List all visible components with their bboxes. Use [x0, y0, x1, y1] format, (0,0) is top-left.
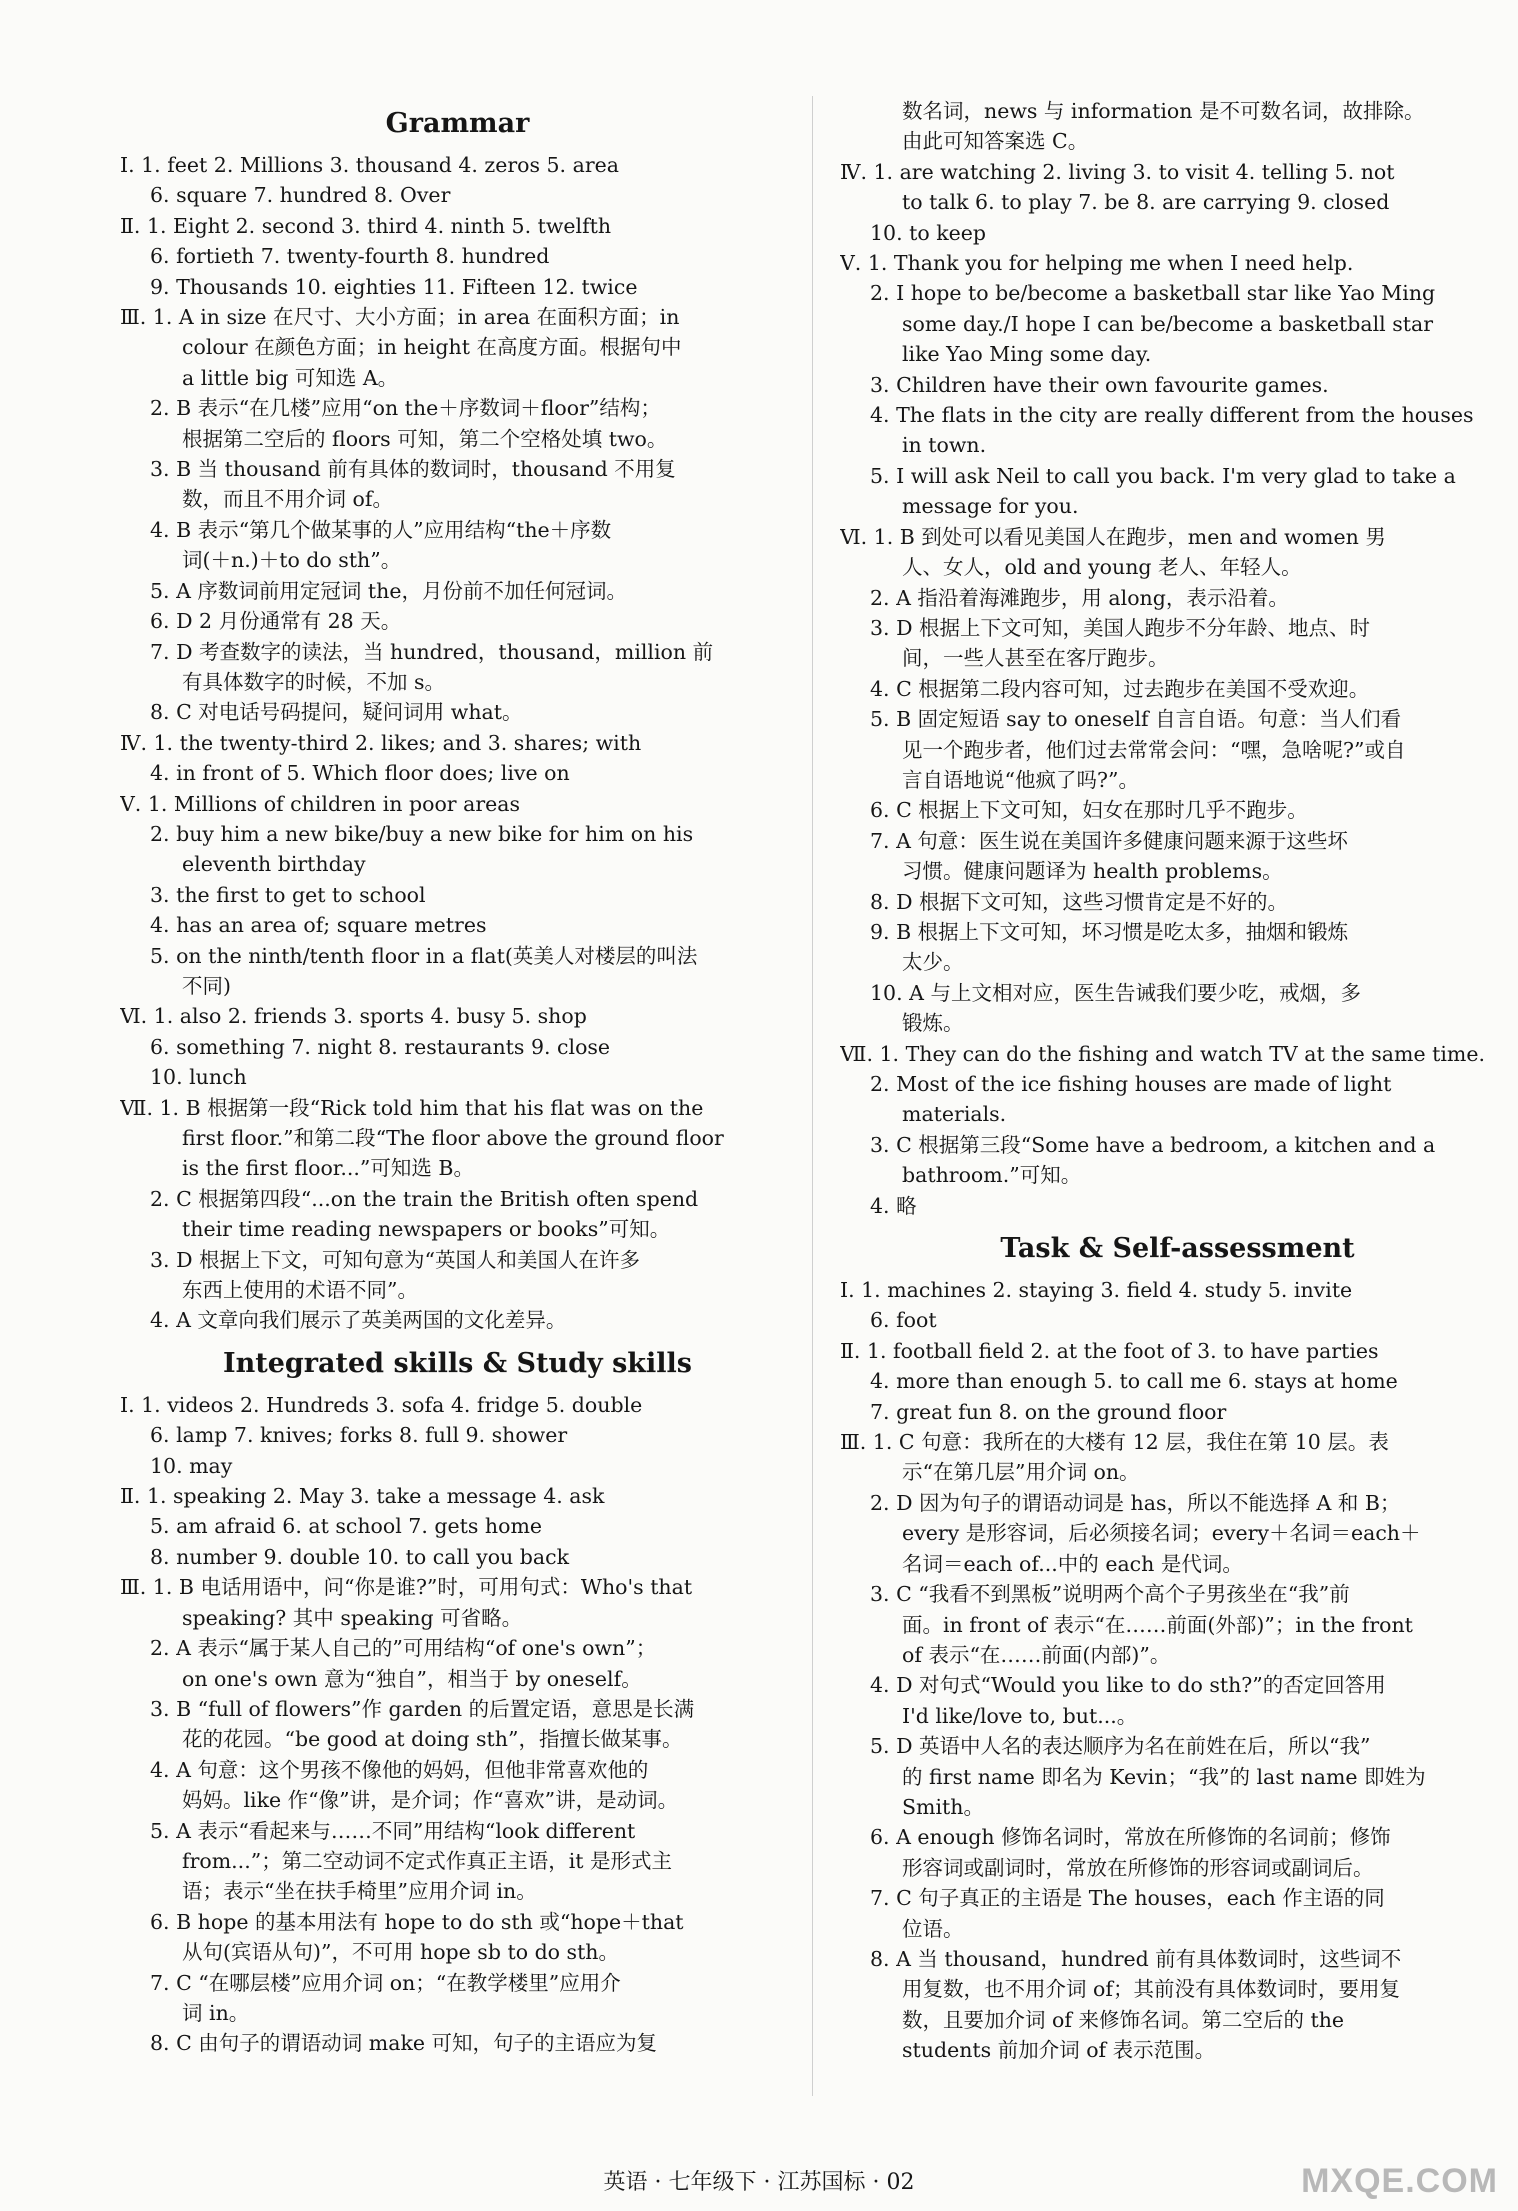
answer-line: Ⅴ. 1. Millions of children in poor areas: [120, 791, 521, 816]
answer-line: 2. B 表示“在几楼”应用“on the＋序数词＋floor”结构；: [150, 396, 661, 421]
answer-line: 太少。: [902, 950, 964, 975]
answer-line: 名词＝each of...中的 each 是代词。: [902, 1551, 1243, 1576]
answer-line: 4. C 根据第二段内容可知，过去跑步在美国不受欢迎。: [870, 676, 1370, 701]
answer-line: 5. A 表示“看起来与……不同”用结构“look different: [150, 1818, 636, 1843]
left-column: [120, 96, 795, 2059]
answer-line: some day./I hope I can be/become a basketball star: [902, 311, 1434, 336]
answer-line: 7. great fun 8. on the ground floor: [870, 1399, 1227, 1424]
answer-line: Ⅲ. 1. B 电话用语中，问“你是谁?”时，可用句式：Who's that: [120, 1575, 693, 1600]
answer-line: 10. A 与上文相对应，医生告诫我们要少吃，戒烟，多: [870, 980, 1361, 1005]
section-title-integrated: Integrated skills & Study skills: [223, 1347, 692, 1379]
answer-line: 7. C “在哪层楼”应用介词 on；“在教学楼里”应用介: [150, 1970, 621, 1995]
answer-line: Ⅰ. 1. videos 2. Hundreds 3. sofa 4. fridge 5. double: [120, 1392, 643, 1417]
answer-line: is the first floor...”可知选 B。: [182, 1156, 474, 1181]
answer-line: Smith。: [902, 1794, 984, 1819]
answer-line: 3. D 根据上下文，可知句意为“英国人和美国人在许多: [150, 1247, 641, 1272]
answer-line: colour 在颜色方面；in height 在高度方面。根据句中: [182, 335, 682, 360]
answer-line: 5. A 序数词前用定冠词 the，月份前不加任何冠词。: [150, 578, 627, 603]
answer-line: 从句(宾语从句)”，不可用 hope sb to do sth。: [182, 1940, 620, 1965]
answer-line: 位语。: [902, 1916, 964, 1941]
answer-line: 由此可知答案选 C。: [902, 129, 1089, 154]
answer-line: 4. more than enough 5. to call me 6. stays at home: [870, 1369, 1398, 1394]
answer-line: 示“在第几层”用介词 on。: [902, 1460, 1140, 1485]
answer-line: 根据第二空后的 floors 可知，第二个空格处填 two。: [182, 426, 668, 451]
answer-line: from...”；第二空动词不定式作真正主语，it 是形式主: [182, 1848, 673, 1873]
answer-line: first floor.”和第二段“The floor above the ground floor: [182, 1126, 724, 1150]
answer-line: 5. am afraid 6. at school 7. gets home: [150, 1514, 543, 1539]
answer-line: 8. C 由句子的谓语动词 make 可知，句子的主语应为复: [150, 2031, 658, 2056]
answer-line: Ⅳ. 1. are watching 2. living 3. to visit 4. telling 5. not: [840, 159, 1395, 184]
answer-line: 2. A 表示“属于某人自己的”可用结构“of one's own”；: [150, 1636, 657, 1661]
answer-line: 见一个跑步者，他们过去常常会问：“嘿，急啥呢?”或自: [902, 737, 1406, 762]
answer-line: 妈妈。like 作“像”讲，是介词；作“喜欢”讲，是动词。: [182, 1788, 679, 1813]
answer-line: students 前加介词 of 表示范围。: [902, 2038, 1216, 2063]
answer-line: 6. fortieth 7. twenty-fourth 8. hundred: [150, 244, 550, 269]
answer-line: 词 in。: [182, 2000, 250, 2025]
right-column: [840, 96, 1515, 2066]
answer-line: 6. B hope 的基本用法有 hope to do sth 或“hope＋that: [150, 1909, 684, 1934]
answer-line: Ⅴ. 1. Thank you for helping me when I need help.: [840, 251, 1354, 276]
answer-line: 4. has an area of; square metres: [150, 913, 487, 938]
continued-answers: [840, 96, 1515, 1221]
answer-line: of 表示“在……前面(内部)”。: [902, 1642, 1171, 1667]
answer-line: Ⅳ. 1. the twenty-third 2. likes; and 3. shares; with: [120, 730, 642, 755]
answer-line: 4. in front of 5. Which floor does; live on: [150, 761, 570, 786]
answer-line: 6. A enough 修饰名词时，常放在所修饰的名词前；修饰: [870, 1825, 1391, 1850]
answer-line: 9. B 根据上下文可知，坏习惯是吃太多，抽烟和锻炼: [870, 919, 1349, 944]
answer-line: 6. foot: [870, 1308, 937, 1333]
answer-line: Ⅲ. 1. C 句意：我所在的大楼有 12 层，我住在第 10 层。表: [840, 1430, 1389, 1455]
watermark-logo: MXQE.COM: [1301, 2162, 1498, 2200]
answer-line: 语；表示“坐在扶手椅里”应用介词 in。: [182, 1879, 537, 1904]
answer-line: Ⅰ. 1. feet 2. Millions 3. thousand 4. zeros 5. area: [120, 153, 619, 177]
answer-line: 言自语地说“他疯了吗?”。: [902, 767, 1139, 792]
answer-line: 间，一些人甚至在客厅跑步。: [902, 646, 1169, 671]
answer-line: 4. 略: [870, 1193, 917, 1218]
answer-line: 8. D 根据下文可知，这些习惯肯定是不好的。: [870, 889, 1289, 914]
answer-line: 3. D 根据上下文可知，美国人跑步不分年龄、地点、时: [870, 615, 1371, 640]
answer-line: Ⅵ. 1. B 到处可以看见美国人在跑步，men and women 男: [840, 524, 1386, 549]
answer-line: 3. Children have their own favourite games.: [870, 372, 1329, 397]
answer-line: every 是形容词，后必须接名词；every＋名词＝each＋: [902, 1521, 1421, 1546]
answer-line: 5. B 固定短语 say to oneself 自言自语。句意：当人们看: [870, 707, 1402, 732]
answer-line: 9. Thousands 10. eighties 11. Fifteen 12. twice: [150, 274, 638, 299]
answer-line: Ⅵ. 1. also 2. friends 3. sports 4. busy 5. shop: [120, 1004, 587, 1029]
answer-line: 数，而且不用介词 of。: [182, 487, 393, 512]
answer-line: 5. D 英语中人名的表达顺序为名在前姓在后，所以“我”: [870, 1734, 1371, 1759]
answer-line: 6. lamp 7. knives; forks 8. full 9. shower: [150, 1423, 568, 1448]
answer-line: 5. on the ninth/tenth floor in a flat(英美人对楼层的叫法: [150, 943, 698, 968]
answer-line: 形容词或副词时，常放在所修饰的形容词或副词后。: [902, 1855, 1374, 1880]
page-footer: 英语 · 七年级下 · 江苏国标 · 02: [603, 2170, 915, 2195]
answer-line: 10. to keep: [870, 220, 987, 245]
answer-line: Ⅱ. 1. speaking 2. May 3. take a message 4. ask: [120, 1484, 605, 1509]
answer-line: 8. C 对电话号码提问，疑问词用 what。: [150, 700, 523, 725]
answer-line: 2. buy him a new bike/buy a new bike for him on his: [150, 821, 694, 846]
answer-line: 3. the first to get to school: [150, 882, 426, 907]
answer-line: 6. something 7. night 8. restaurants 9. close: [150, 1034, 611, 1059]
answer-line: materials.: [902, 1102, 1007, 1127]
answer-line: 4. A 句意：这个男孩不像他的妈妈，但他非常喜欢他的: [150, 1757, 649, 1782]
answer-line: 2. C 根据第四段“...on the train the British often spend: [150, 1186, 699, 1211]
answer-line: 6. square 7. hundred 8. Over: [150, 183, 451, 208]
answer-line: on one's own 意为“独自”，相当于 by oneself。: [182, 1666, 642, 1691]
answer-line: their time reading newspapers or books”可知。: [182, 1217, 671, 1242]
answer-line: 不同): [182, 973, 231, 998]
answer-line: 10. lunch: [150, 1065, 247, 1090]
answer-line: 7. C 句子真正的主语是 The houses，each 作主语的同: [870, 1886, 1385, 1911]
answer-line: 面。in front of 表示“在……前面(外部)”；in the front: [902, 1612, 1413, 1637]
column-divider: [812, 96, 813, 2096]
answer-line: 花的花园。“be good at doing sth”，指擅长做某事。: [182, 1727, 683, 1752]
answer-line: 数名词，news 与 information 是不可数名词，故排除。: [902, 99, 1425, 123]
answer-line: Ⅱ. 1. Eight 2. second 3. third 4. ninth 5. twelfth: [120, 213, 612, 238]
answer-line: 2. D 因为句子的谓语动词是 has，所以不能选择 A 和 B；: [870, 1490, 1401, 1515]
task-answers: [840, 1275, 1515, 2066]
answer-line: 锻炼。: [902, 1011, 964, 1036]
answer-line: eleventh birthday: [182, 852, 366, 877]
answer-line: message for you.: [902, 494, 1079, 519]
answer-line: bathroom.”可知。: [902, 1163, 1082, 1188]
answer-line: speaking? 其中 speaking 可省略。: [182, 1605, 523, 1630]
answer-line: 6. D 2 月份通常有 28 天。: [150, 609, 402, 634]
answer-line: 2. Most of the ice fishing houses are made of light: [870, 1072, 1392, 1096]
answer-line: Ⅰ. 1. machines 2. staying 3. field 4. study 5. invite: [840, 1278, 1353, 1303]
answer-line: 4. D 对句式“Would you like to do sth?”的否定回答用: [870, 1673, 1386, 1698]
answer-line: 习惯。健康问题译为 health problems。: [902, 859, 1283, 884]
answer-line: to talk 6. to play 7. be 8. are carrying 9. closed: [902, 190, 1390, 215]
answer-line: 2. A 指沿着海滩跑步，用 along，表示沿着。: [870, 585, 1289, 610]
answer-line: 东西上使用的术语不同”。: [182, 1278, 418, 1303]
answer-line: Ⅶ. 1. They can do the fishing and watch TV at the same time.: [840, 1041, 1485, 1066]
grammar-answers: [120, 150, 795, 1336]
answer-line: 2. I hope to be/become a basketball star like Yao Ming: [870, 281, 1436, 306]
answer-line: 3. C 根据第三段“Some have a bedroom, a kitchen and a: [870, 1132, 1436, 1157]
answer-line: 4. A 文章向我们展示了英美两国的文化差异。: [150, 1308, 567, 1333]
answer-line: 用复数，也不用介词 of；其前没有具体数词时，要用复: [902, 1977, 1400, 2002]
answer-line: Ⅶ. 1. B 根据第一段“Rick told him that his flat was on the: [120, 1095, 704, 1120]
answer-line: I'd like/love to, but...。: [902, 1703, 1138, 1728]
integrated-answers: [120, 1390, 795, 2059]
section-title-task: Task & Self-assessment: [1000, 1233, 1355, 1265]
answer-line: 词(＋n.)＋to do sth”。: [182, 548, 402, 573]
answer-line: 人、女人，old and young 老人、年轻人。: [902, 555, 1302, 580]
answer-line: 4. B 表示“第几个做某事的人”应用结构“the＋序数: [150, 517, 612, 542]
answer-line: 的 first name 即名为 Kevin；“我”的 last name 即姓为: [902, 1764, 1426, 1789]
answer-line: 7. D 考查数字的读法，当 hundred，thousand，million 前: [150, 639, 714, 664]
answer-line: 8. number 9. double 10. to call you back: [150, 1544, 569, 1569]
answer-line: a little big 可知选 A。: [182, 365, 399, 390]
answer-line: 10. may: [150, 1453, 233, 1478]
answer-line: 8. A 当 thousand，hundred 前有具体数词时，这些词不: [870, 1946, 1402, 1971]
answer-line: Ⅱ. 1. football field 2. at the foot of 3. to have parties: [840, 1338, 1379, 1363]
answer-line: 5. I will ask Neil to call you back. I'm very glad to take a: [870, 463, 1456, 488]
answer-line: 3. C “我看不到黑板”说明两个高个子男孩坐在“我”前: [870, 1582, 1350, 1607]
answer-line: 4. The flats in the city are really different from the houses: [870, 403, 1474, 428]
answer-line: Ⅲ. 1. A in size 在尺寸、大小方面；in area 在面积方面；in: [120, 305, 680, 330]
answer-line: 6. C 根据上下文可知，妇女在那时几乎不跑步。: [870, 798, 1308, 823]
answer-line: 3. B “full of flowers”作 garden 的后置定语，意思是长满: [150, 1696, 695, 1721]
answer-line: 7. A 句意：医生说在美国许多健康问题来源于这些坏: [870, 828, 1348, 853]
section-title-grammar: Grammar: [385, 108, 530, 139]
answer-line: in town.: [902, 433, 987, 458]
answer-line: 数，且要加介词 of 来修饰名词。第二空后的 the: [902, 2007, 1345, 2032]
answer-line: 有具体数字的时候，不加 s。: [182, 669, 446, 694]
answer-line: like Yao Ming some day.: [902, 342, 1152, 367]
answer-line: 3. B 当 thousand 前有具体的数词时，thousand 不用复: [150, 457, 676, 482]
